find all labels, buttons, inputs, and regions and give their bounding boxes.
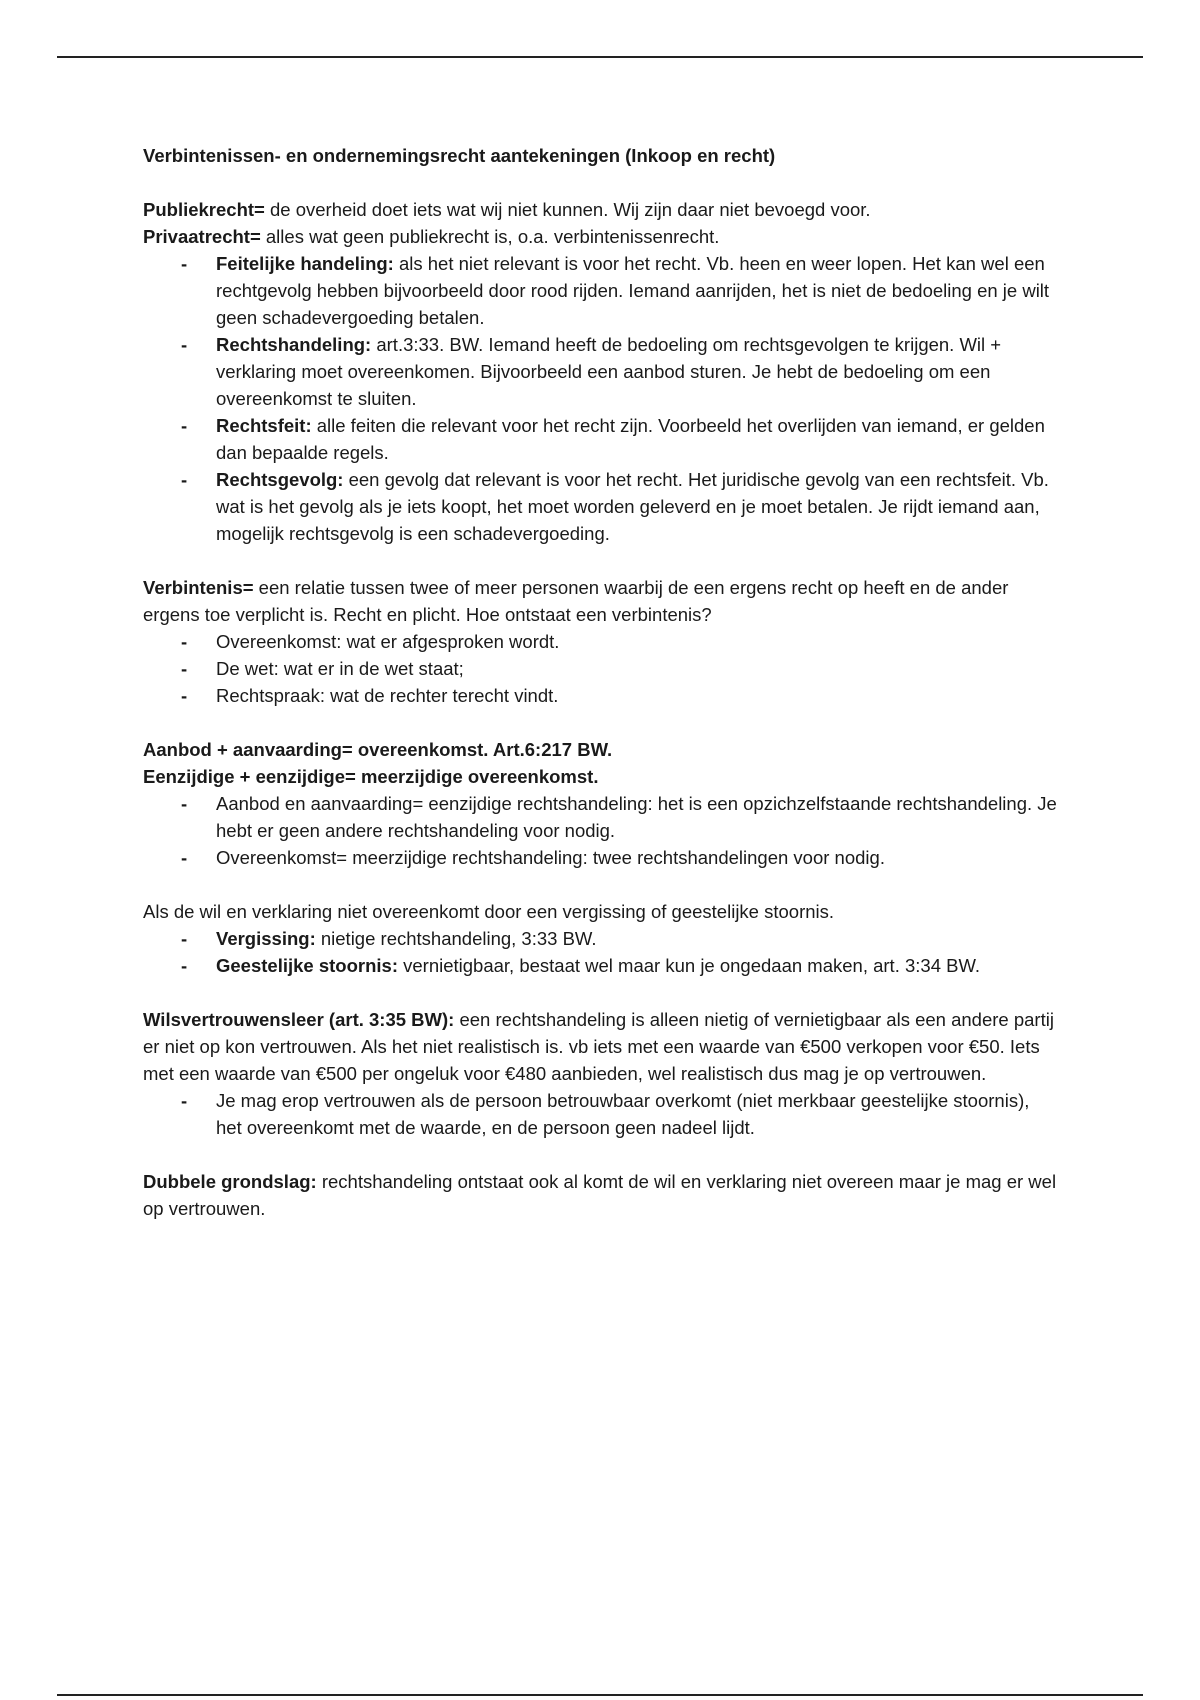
list-item: - Je mag erop vertrouwen als de persoon betrouwbaar overkomt (niet merkbaar geestelijke stoornis), het overeenkomt met de waarde, en de persoon geen nadeel lijdt. bbox=[143, 1087, 1058, 1141]
list-item: - Overeenkomst= meerzijdige rechtshandeling: twee rechtshandelingen voor nodig. bbox=[143, 844, 1058, 871]
list-item: - Rechtshandeling: art.3:33. BW. Iemand heeft de bedoeling om rechtsgevolgen te krijgen. Wil + verklaring moet overeenkomen. Bijvoorbeeld een aanbod sturen. Je hebt de bedoeling om een overeenkomst te sluiten. bbox=[143, 331, 1058, 412]
document-title: Verbintenissen- en ondernemingsrecht aantekeningen (Inkoop en recht) bbox=[143, 145, 776, 166]
term-verbintenis: Verbintenis= bbox=[143, 577, 254, 598]
wil-intro-paragraph: Als de wil en verklaring niet overeenkomt door een vergissing of geestelijke stoornis. bbox=[143, 901, 835, 922]
privaatrecht-paragraph: Privaatrecht= alles wat geen publiekrecht is, o.a. verbintenissenrecht. bbox=[143, 226, 720, 247]
term-wilsvertrouwensleer: Wilsvertrouwensleer (art. 3:35 BW): bbox=[143, 1009, 455, 1030]
publiekrecht-paragraph: Publiekrecht= de overheid doet iets wat wij niet kunnen. Wij zijn daar niet bevoegd voor. bbox=[143, 199, 871, 220]
list-item: - Rechtsgevolg: een gevolg dat relevant is voor het recht. Het juridische gevolg van een rechtsfeit. Vb. wat is het gevolg als je iets koopt, het moet worden geleverd en je moet betalen. Je rijdt iemand aan, mogelijk rechtsgevolg is een schadevergoeding. bbox=[143, 466, 1058, 547]
list-item: - Aanbod en aanvaarding= eenzijdige rechtshandeling: het is een opzichzelfstaande rechtshandeling. Je hebt er geen andere rechtshandeling voor nodig. bbox=[143, 790, 1058, 844]
term-privaatrecht: Privaatrecht= bbox=[143, 226, 261, 247]
aanbod-list bbox=[143, 790, 1058, 871]
section-overeenkomst bbox=[143, 736, 1058, 871]
document-page bbox=[143, 142, 1058, 1249]
eenzijdig-heading: Eenzijdige + eenzijdige= meerzijdige overeenkomst. bbox=[143, 766, 599, 787]
list-item: - Rechtspraak: wat de rechter terecht vindt. bbox=[143, 682, 1058, 709]
wil-list bbox=[143, 925, 1058, 979]
section-verbintenis bbox=[143, 574, 1058, 709]
list-item: - Overeenkomst: wat er afgesproken wordt. bbox=[143, 628, 1058, 655]
section-wilsvertrouwensleer bbox=[143, 1006, 1058, 1141]
list-item: - De wet: wat er in de wet staat; bbox=[143, 655, 1058, 682]
verbintenis-paragraph: Verbintenis= een relatie tussen twee of meer personen waarbij de een ergens recht op heeft en de ander ergens toe verplicht is. Recht en plicht. Hoe ontstaat een verbintenis? bbox=[143, 577, 1009, 625]
dubbele-grondslag-paragraph: Dubbele grondslag: rechtshandeling ontstaat ook al komt de wil en verklaring niet overeen maar je mag er wel op vertrouwen. bbox=[143, 1171, 1057, 1219]
header-rule bbox=[57, 56, 1143, 58]
term-dubbele-grondslag: Dubbele grondslag: bbox=[143, 1171, 317, 1192]
wilsvertrouwensleer-list bbox=[143, 1087, 1058, 1141]
list-item: - Vergissing: nietige rechtshandeling, 3:33 BW. bbox=[143, 925, 1058, 952]
section-dubbele-grondslag bbox=[143, 1168, 1058, 1222]
footer-rule bbox=[57, 1694, 1143, 1696]
wilsvertrouwensleer-paragraph: Wilsvertrouwensleer (art. 3:35 BW): een rechtshandeling is alleen nietig of vernietigbaar als een andere partij er niet op kon vertrouwen. Als het niet realistisch is. vb iets met een waarde van €500 verkopen voor €50. Iets met een waarde van €500 per ongeluk voor €480 aanbieden, wel realistisch dus mag je op vertrouwen. bbox=[143, 1009, 1054, 1084]
list-item: - Feitelijke handeling: als het niet relevant is voor het recht. Vb. heen en weer lopen. Het kan wel een rechtgevolg hebben bijvoorbeeld door rood rijden. Iemand aanrijden, het is niet de bedoeling en je wilt geen schadevergoeding betalen. bbox=[143, 250, 1058, 331]
list-item: - Geestelijke stoornis: vernietigbaar, bestaat wel maar kun je ongedaan maken, art. 3:34 BW. bbox=[143, 952, 1058, 979]
list-item: - Rechtsfeit: alle feiten die relevant voor het recht zijn. Voorbeeld het overlijden van iemand, er gelden dan bepaalde regels. bbox=[143, 412, 1058, 466]
section-wilsgebrek bbox=[143, 898, 1058, 979]
term-publiekrecht: Publiekrecht= bbox=[143, 199, 265, 220]
privaatrecht-list bbox=[143, 250, 1058, 547]
section-recht-soorten bbox=[143, 196, 1058, 547]
aanbod-heading: Aanbod + aanvaarding= overeenkomst. Art.6:217 BW. bbox=[143, 739, 613, 760]
verbintenis-list bbox=[143, 628, 1058, 709]
